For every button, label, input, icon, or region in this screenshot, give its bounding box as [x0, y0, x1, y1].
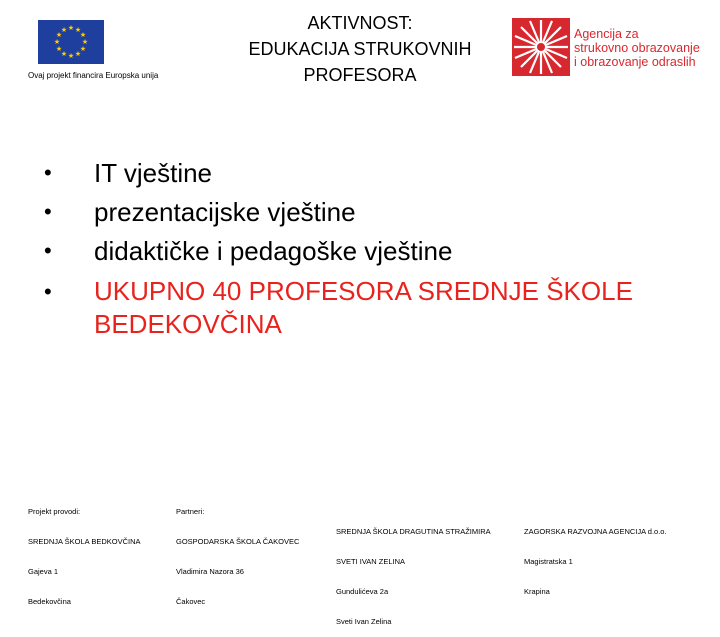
title-line: PROFESORA — [303, 65, 417, 85]
svg-text:★: ★ — [79, 45, 87, 53]
agency-name-line: Agencija za — [574, 27, 639, 41]
footer-line: SREDNJA ŠKOLA BEDKOVČINA — [28, 537, 141, 546]
bullet-item — [44, 197, 704, 227]
bullet-list — [44, 158, 704, 350]
svg-text:★: ★ — [67, 24, 75, 32]
agency-name-line: strukovno obrazovanje — [574, 41, 700, 55]
footer-partner-2 — [336, 487, 491, 637]
svg-text:★: ★ — [55, 31, 63, 39]
footer-line: Sveti Ivan Zelina — [336, 617, 392, 626]
svg-text:★: ★ — [67, 52, 75, 60]
svg-text:★: ★ — [60, 26, 68, 34]
footer-line: Magistratska 1 — [524, 557, 573, 566]
svg-text:★: ★ — [81, 38, 89, 46]
eu-funding-caption: Ovaj projekt financira Europska unija — [28, 71, 159, 80]
footer-line: Gajeva 1 — [28, 567, 59, 576]
footer-line: ZAGORSKA RAZVOJNA AGENCIJA d.o.o. — [524, 527, 667, 536]
bullet-dot-icon: • — [44, 160, 52, 185]
footer-line: Bedekovčina — [28, 597, 71, 606]
bullet-text: prezentacijske vještine — [94, 197, 356, 227]
footer-line: Projekt provodi: — [28, 507, 81, 516]
svg-text:★: ★ — [74, 50, 82, 58]
footer-line: SVETI IVAN ZELINA — [336, 557, 406, 566]
title-line: EDUKACIJA STRUKOVNIH — [248, 39, 472, 59]
bullet-item — [44, 236, 704, 266]
eu-stars-icon — [38, 20, 104, 64]
footer-line: Gundulićeva 2a — [336, 587, 389, 596]
svg-text:★: ★ — [60, 50, 68, 58]
agency-star-icon — [512, 18, 570, 76]
title-line: AKTIVNOST: — [307, 13, 413, 33]
agency-name-line: i obrazovanje odraslih — [574, 55, 696, 69]
agency-name — [574, 27, 700, 69]
bullet-dot-icon: • — [44, 279, 52, 304]
svg-text:★: ★ — [79, 31, 87, 39]
footer-line: Partneri: — [176, 507, 205, 516]
footer-implementer — [28, 487, 141, 617]
bullet-item — [44, 158, 704, 188]
footer-partner-1 — [176, 487, 299, 617]
svg-text:★: ★ — [55, 45, 63, 53]
page-title — [190, 10, 530, 88]
svg-text:★: ★ — [53, 38, 61, 46]
footer-line: Vladimira Nazora 36 — [176, 567, 244, 576]
bullet-text: UKUPNO 40 PROFESORA SREDNJE ŠKOLE BEDEKOVČINA — [94, 276, 633, 339]
svg-text:★: ★ — [74, 26, 82, 34]
agency-logo-mark — [512, 18, 570, 76]
bullet-dot-icon: • — [44, 199, 52, 224]
bullet-text: didaktičke i pedagoške vještine — [94, 236, 453, 266]
bullet-text: IT vještine — [94, 158, 213, 188]
bullet-dot-icon: • — [44, 238, 52, 263]
bullet-item-highlight — [44, 275, 704, 341]
eu-flag-logo — [38, 20, 104, 64]
footer-line: GOSPODARSKA ŠKOLA ČAKOVEC — [176, 537, 300, 546]
footer-line: Čakovec — [176, 597, 206, 606]
footer-line: Krapina — [524, 587, 550, 596]
footer-partner-3 — [524, 487, 667, 607]
footer-line: SREDNJA ŠKOLA DRAGUTINA STRAŽIMIRA — [336, 527, 491, 536]
